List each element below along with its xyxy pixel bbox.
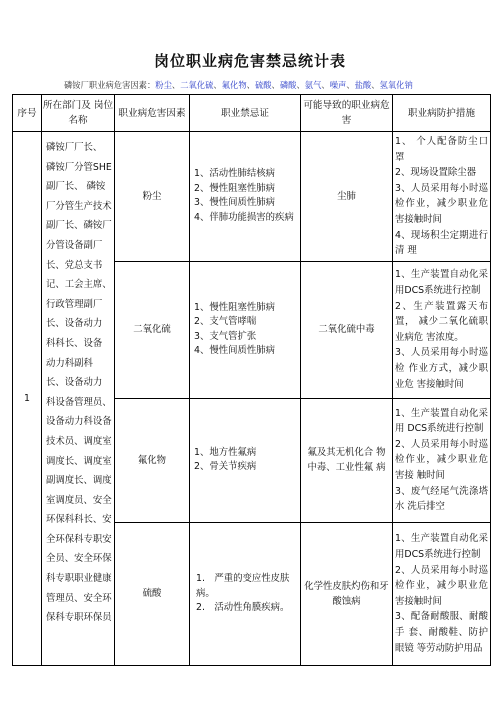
contraindication-item: 2、骨关节疾病 [194,461,257,473]
measure-item: 4、现场积尘定期进行清 理 [395,229,488,257]
contraindication-item: 2、慢性阻塞性肺病 [194,182,275,194]
measure-item: 2、人员采用每小时巡检作业，减少职业危害接 触时间 [395,438,488,482]
hazard-item: 硫酸 [254,80,272,90]
header-factor: 职业病危害因素 [115,95,190,132]
harm-cell: 化学性皮肤灼伤和牙酸蚀病 [301,522,393,665]
measure-item: 3、人员采用每小时巡检作业，减少职业危害接触时间 [395,182,488,225]
hazard-item: 二氧化硫 [180,80,214,90]
factor-cell: 硫酸 [115,522,190,665]
measure-item: 3、配备耐酸服、耐酸手 套、耐酸鞋、防护眼镜 等劳动防护用品 [395,611,488,654]
contraindication-item: 1、慢性阻塞性肺病 [194,301,275,313]
hazard-item: 氟化物 [221,80,247,90]
seq-cell: 1 [13,132,42,666]
factor-cell: 氟化物 [115,398,190,522]
measures-cell [393,522,491,665]
measures-cell [393,261,491,398]
contraindication-cell [190,522,301,665]
harm-cell: 尘肺 [301,132,393,262]
hazard-item: 粉尘 [155,80,172,90]
header-contraindication: 职业禁忌证 [190,95,301,132]
table-row [13,132,491,262]
contraindication-cell [190,132,301,262]
contraindication-item: 2、支气管哮喘 [194,316,257,328]
measures-cell [393,398,491,522]
measure-item: 2、现场设置除尘器 [395,167,476,179]
hazard-item: 磷酸 [279,80,297,90]
page-title: 岗位职业病危害禁忌统计表 [153,52,346,70]
measures-cell [393,132,491,262]
header-row [13,95,491,132]
header-measures: 职业病防护措施 [393,95,491,132]
measure-item: 1、生产装置自动化采用DCS系统进行控制 [395,269,488,296]
contraindication-item: 3、慢性间质性肺病 [194,197,275,209]
factor-cell: 粉尘 [115,132,190,262]
measure-item: 3、废气经尾气洗涤塔水 洗后排空 [395,485,488,513]
contraindication-item: 4、伴肺功能损害的疾病 [194,211,294,223]
measure-item: 1、 个人配备防尘口罩 [395,136,488,163]
measure-item: 3、人员采用每小时巡检 作业方式，减少职业危 害接触时间 [395,347,488,390]
measure-item: 2、人员采用每小时巡检作业，减少职业危害接触时间 [395,564,488,607]
hazard-factor-line: 磷铵厂职业病危害因素：粉尘、二氧化硫、氟化物、硫酸、磷酸、氨气、噪声、盐酸、氢氧化钠 [64,80,413,90]
contraindication-item: 1. 严重的变应性皮肤病。 [196,573,290,599]
hazard-item: 噪声 [329,80,347,90]
header-dept: 所在部门及 岗位名称 [42,95,115,132]
contraindication-cell [190,261,301,398]
hazard-item: 氢氧化钠 [379,80,413,90]
hazard-table [12,94,491,666]
contraindication-cell [190,398,301,522]
measure-item: 1、生产装置自动化采用DCS系统进行控制 [395,533,488,560]
header-seq: 序号 [13,95,42,132]
contraindication-item: 2. 活动性角膜疾病。 [196,602,290,613]
hazard-factor-prefix: 磷铵厂职业病危害因素： [64,80,156,90]
hazard-item: 盐酸 [354,80,372,90]
contraindication-item: 1、活动性肺结核病 [194,168,275,180]
contraindication-item: 3、支气管扩张 [194,330,257,342]
header-harm: 可能导致的职业病危害 [301,95,393,132]
harm-cell: 氟及其无机化合 物中毒、工业性氟 病 [301,398,393,522]
measure-item: 2、生产装置露天布置， 减少二氧化硫职业病危 害浓度。 [395,300,488,343]
measure-item: 1、生产装置自动化采用 DCS系统进行控制 [395,407,488,435]
harm-cell: 二氧化硫中毒 [301,261,393,398]
contraindication-item: 1、地方性氟病 [194,446,257,458]
hazard-item: 氨气 [304,80,322,90]
contraindication-item: 4、慢性间质性肺病 [194,345,275,357]
department-cell: 磷铵厂厂长、 磷铵厂分管SHE副厂长、 磷铵厂分管生产技术副厂长、磷铵厂分管设备副厂长、党总支书记、工会主席、 行政管理副厂长、设备动力 科科长、设备 动力科副科 长、设备动力 科设备管理员、设备动力科设备技术员、调度室调度长、调度室副调度长、调度室调度员、安全环保科科长、安全环保科专职安全员、安全环保科专职职业健康管理员、安全环保科专职环保员 [42,132,115,666]
factor-cell: 二氧化硫 [115,261,190,398]
